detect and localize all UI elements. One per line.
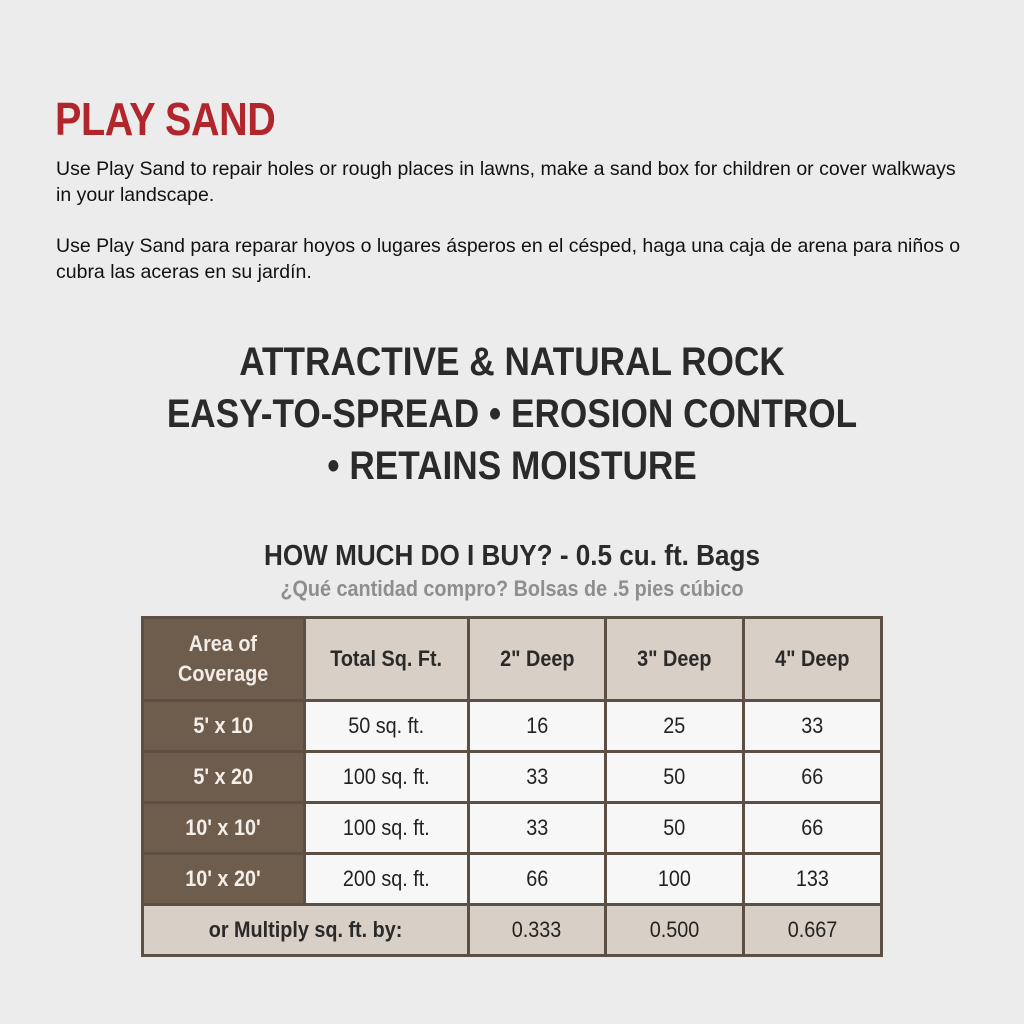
row-total: 100 sq. ft. bbox=[304, 803, 468, 854]
header-area-of-coverage bbox=[143, 618, 305, 701]
description-english: Use Play Sand to repair holes or rough places in lawns, make a sand box for children or cover walkways in your landscape. bbox=[56, 158, 956, 206]
row-total: 200 sq. ft. bbox=[304, 854, 468, 905]
feature-line-3: • RETAINS MOISTURE bbox=[327, 444, 697, 488]
row-3-deep: 50 bbox=[606, 803, 743, 854]
description-spanish: Use Play Sand para reparar hoyos o lugares ásperos en el césped, haga una caja de arena para niños o cubra las aceras en su jardín. bbox=[56, 235, 961, 283]
row-area: 10' x 20' bbox=[143, 854, 305, 905]
how-much-subheading: ¿Qué cantidad compro? Bolsas de .5 pies cúbico bbox=[280, 576, 744, 601]
row-area: 5' x 10 bbox=[143, 701, 305, 752]
row-2-deep: 33 bbox=[468, 803, 605, 854]
row-4-deep: 66 bbox=[743, 752, 881, 803]
row-4-deep: 133 bbox=[743, 854, 881, 905]
how-much-section bbox=[0, 536, 1024, 602]
header-area-line-2: Coverage bbox=[178, 661, 269, 686]
header-total-sq-ft: Total Sq. Ft. bbox=[304, 618, 468, 701]
how-much-heading: HOW MUCH DO I BUY? - 0.5 cu. ft. Bags bbox=[264, 540, 760, 572]
row-2-deep: 33 bbox=[468, 752, 605, 803]
header-4-deep: 4" Deep bbox=[743, 618, 881, 701]
table-header-row bbox=[143, 618, 882, 701]
table-row bbox=[143, 854, 882, 905]
multiplier-3-deep: 0.500 bbox=[606, 905, 743, 956]
multiplier-row bbox=[143, 905, 882, 956]
multiplier-2-deep: 0.333 bbox=[468, 905, 605, 956]
row-3-deep: 25 bbox=[606, 701, 743, 752]
table-row bbox=[143, 701, 882, 752]
row-total: 100 sq. ft. bbox=[304, 752, 468, 803]
multiplier-label: or Multiply sq. ft. by: bbox=[143, 905, 469, 956]
feature-line-1: ATTRACTIVE & NATURAL ROCK bbox=[239, 340, 785, 384]
row-2-deep: 16 bbox=[468, 701, 605, 752]
page-title: PLAY SAND bbox=[55, 93, 276, 145]
row-area: 10' x 10' bbox=[143, 803, 305, 854]
row-area: 5' x 20 bbox=[143, 752, 305, 803]
multiplier-4-deep: 0.667 bbox=[743, 905, 881, 956]
row-2-deep: 66 bbox=[468, 854, 605, 905]
feature-list bbox=[0, 336, 1024, 492]
table-row bbox=[143, 803, 882, 854]
feature-line-2: EASY-TO-SPREAD • EROSION CONTROL bbox=[166, 392, 858, 436]
header-2-deep: 2" Deep bbox=[468, 618, 605, 701]
row-4-deep: 33 bbox=[743, 701, 881, 752]
row-total: 50 sq. ft. bbox=[304, 701, 468, 752]
row-3-deep: 50 bbox=[606, 752, 743, 803]
coverage-table bbox=[141, 616, 883, 957]
row-4-deep: 66 bbox=[743, 803, 881, 854]
header-area-line-1: Area of bbox=[189, 631, 258, 656]
header-3-deep: 3" Deep bbox=[606, 618, 743, 701]
table-row bbox=[143, 752, 882, 803]
row-3-deep: 100 bbox=[606, 854, 743, 905]
